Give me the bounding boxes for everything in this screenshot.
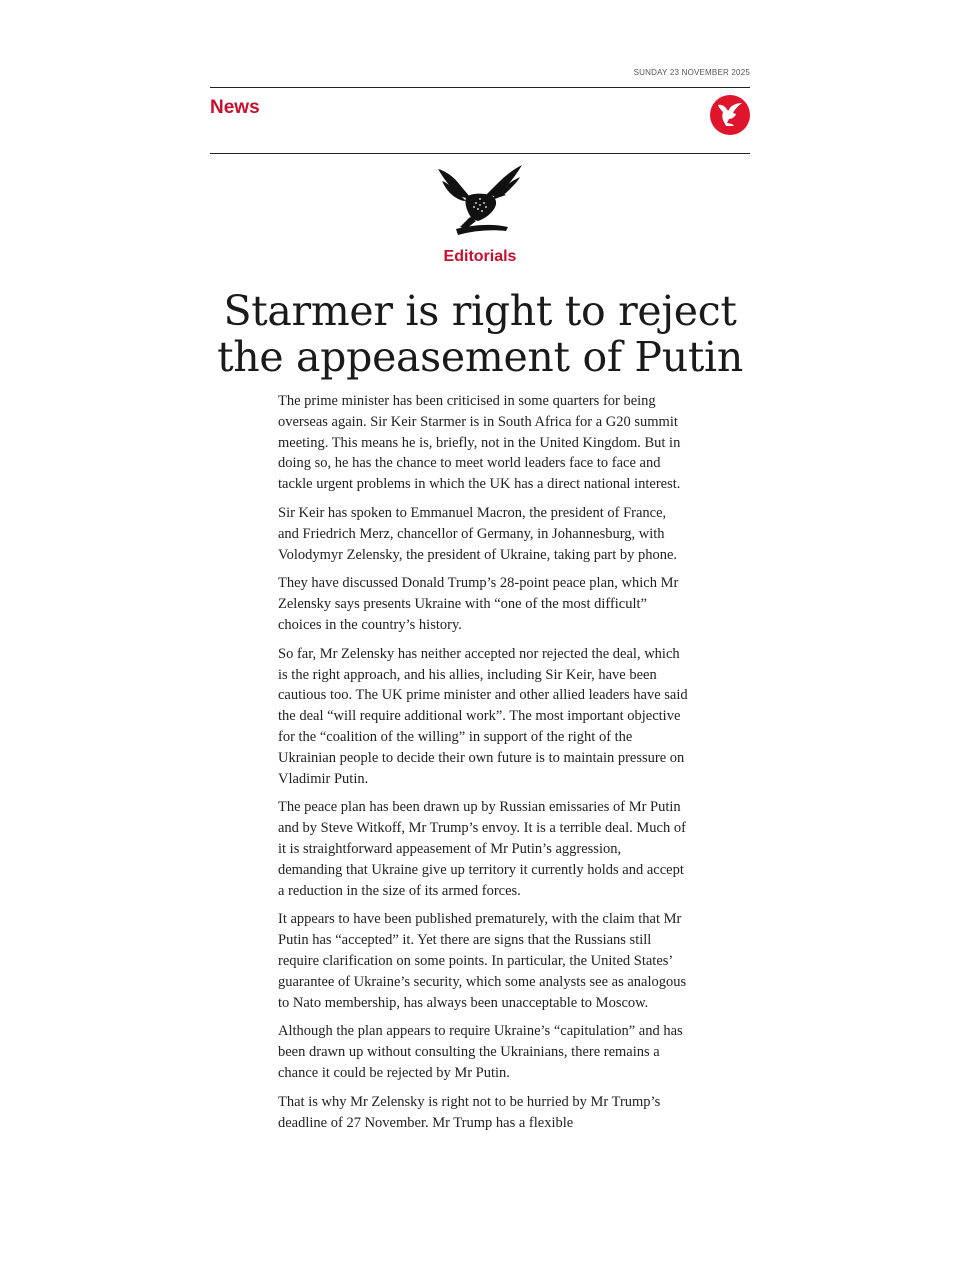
- paragraph: That is why Mr Zelensky is right not to be hurried by Mr Trump’s deadline of 27 November. Mr Trump has a flexible: [278, 1093, 661, 1131]
- headline-line-1: Starmer is right to reject: [223, 287, 737, 335]
- article-body: [278, 391, 688, 1141]
- paragraph: The prime minister has been criticised in some quarters for being overseas again. Sir Keir Starmer is in South Africa for a G20 summit meeting. This means he is, briefly, not in the United Kingdom. But in doing so, he has the chance to meet world leaders face to face and tackle urgent problems in which the UK has a direct national interest.: [278, 393, 681, 493]
- paragraph: Sir Keir has spoken to Emmanuel Macron, the president of France, and Friedrich Merz, chancellor of Germany, in Johannesburg, with Volodymyr Zelensky, the president of Ukraine, taking part by phone.: [278, 504, 678, 563]
- paragraph: It appears to have been published prematurely, with the claim that Mr Putin has “accepted” it. Yet there are signs that the Russians still require clarification on some points. In particular, the United States’ guarantee of Ukraine’s security, which some analysts see as analogous to Nato membership, has always been unacceptable to Moscow.: [278, 911, 687, 1011]
- section-label[interactable]: News: [210, 97, 260, 118]
- paragraph: They have discussed Donald Trump’s 28-point peace plan, which Mr Zelensky says presents Ukraine with “one of the most difficult” choices in the country’s history.: [278, 575, 679, 633]
- article-headline: [180, 288, 780, 380]
- kicker-editorials: Editorials: [443, 248, 517, 265]
- eagle-illustration: [436, 163, 524, 241]
- issue-date: SUNDAY 23 NOVEMBER 2025: [633, 68, 750, 77]
- paragraph: The peace plan has been drawn up by Russian emissaries of Mr Putin and by Steve Witkoff, Mr Trump’s envoy. It is a terrible deal. Much of it is straightforward appeasement of Mr Putin’s aggression, demanding that Ukraine give up territory it currently holds and accept a reduction in the size of its armed forces.: [278, 799, 686, 899]
- eagle-icon: [710, 95, 750, 135]
- eagle-icon: [436, 163, 524, 241]
- headline-line-2: the appeasement of Putin: [217, 333, 743, 381]
- paragraph: So far, Mr Zelensky has neither accepted nor rejected the deal, which is the right approach, and his allies, including Sir Keir, have been cautious too. The UK prime minister and other allied leaders have said the deal “will require additional work”. The most important objective for the “coalition of the willing” in support of the right of the Ukrainian people to decide their own future is to maintain pressure on Vladimir Putin.: [278, 645, 688, 787]
- header-top-rule: [210, 87, 750, 88]
- paragraph: Although the plan appears to require Ukraine’s “capitulation” and has been drawn up without consulting the Ukrainians, there remains a chance it could be rejected by Mr Putin.: [278, 1023, 683, 1081]
- header-bottom-rule: [210, 153, 750, 154]
- brand-logo-badge[interactable]: [710, 95, 750, 135]
